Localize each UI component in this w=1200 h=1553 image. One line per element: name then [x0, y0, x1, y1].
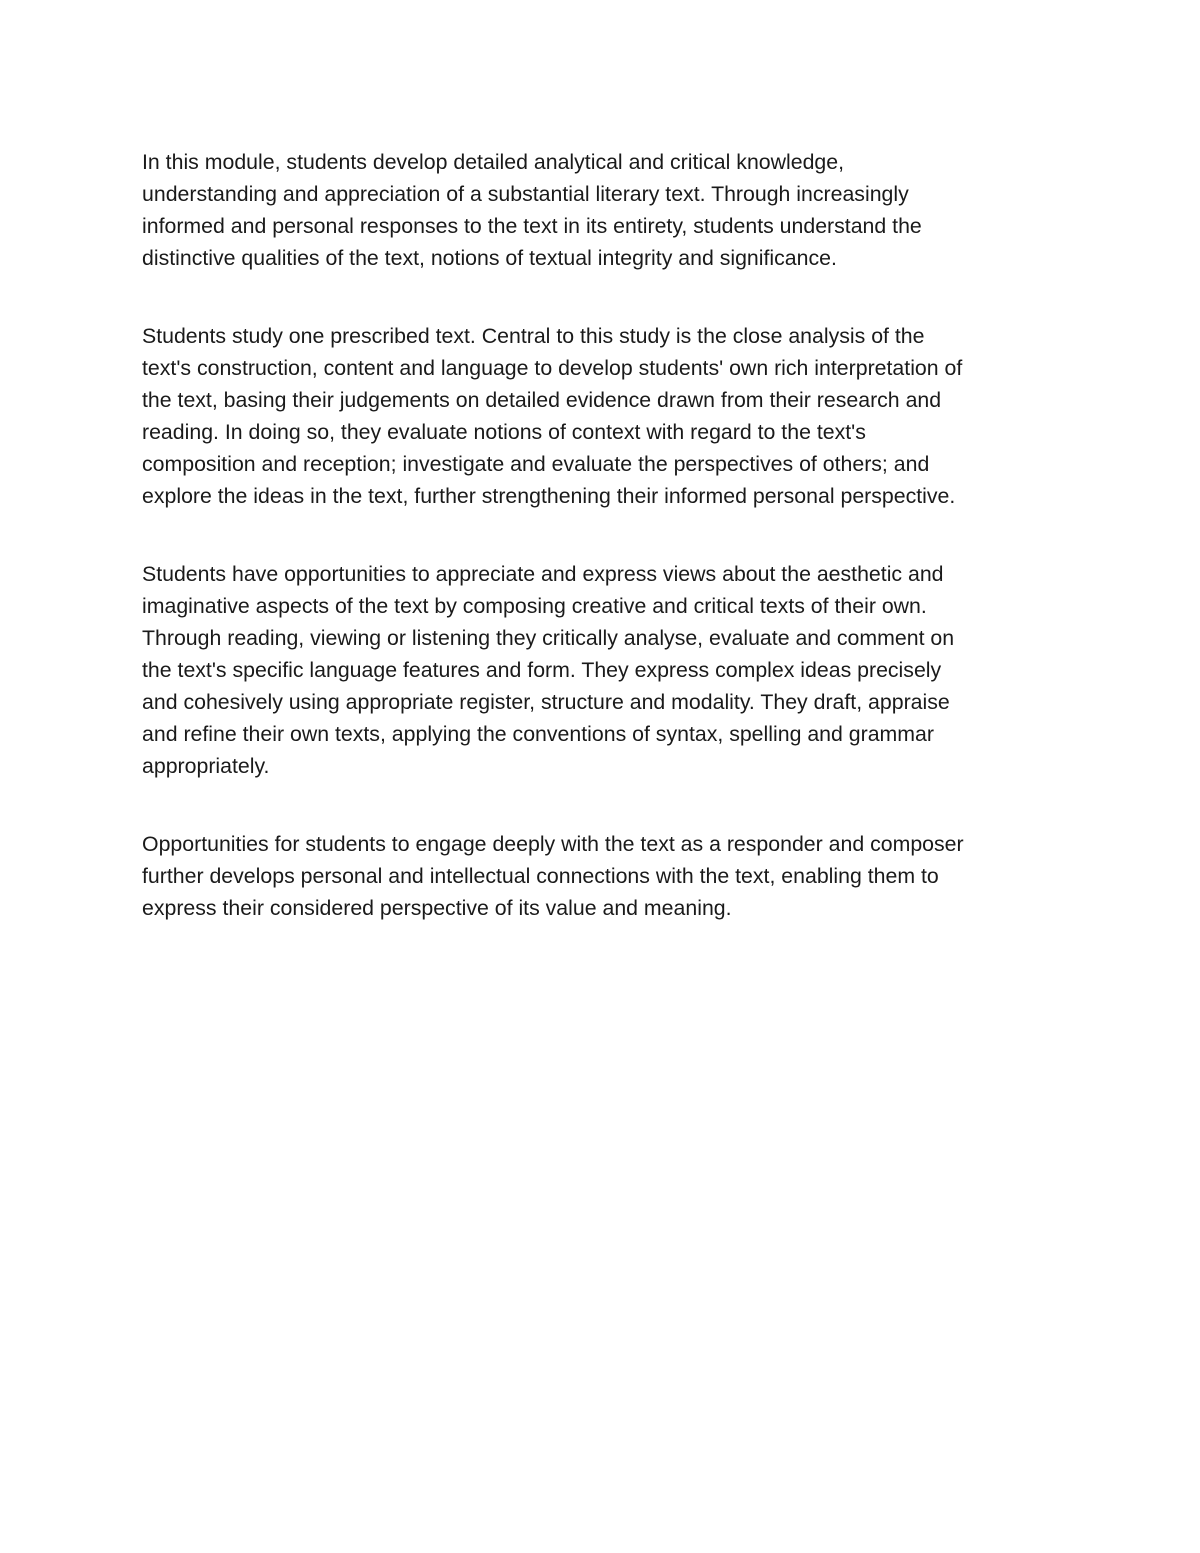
paragraph-line: the text's specific language features and form. They express complex ideas precisely — [142, 658, 942, 682]
paragraph-line: the text, basing their judgements on detailed evidence drawn from their research and — [142, 388, 942, 412]
paragraph-line: understanding and appreciation of a substantial literary text. Through increasingly — [142, 182, 909, 206]
paragraph-line: Opportunities for students to engage deeply with the text as a responder and composer — [142, 832, 964, 856]
paragraph-line: informed and personal responses to the text in its entirety, students understand the — [142, 214, 922, 238]
paragraph-line: composition and reception; investigate and evaluate the perspectives of others; and — [142, 452, 930, 476]
paragraph-line: further develops personal and intellectual connections with the text, enabling them to — [142, 864, 939, 888]
paragraph-line: and refine their own texts, applying the conventions of syntax, spelling and grammar — [142, 722, 934, 746]
paragraph-line: and cohesively using appropriate register, structure and modality. They draft, appraise — [142, 690, 950, 714]
paragraph-line: appropriately. — [142, 754, 270, 778]
paragraph-line: distinctive qualities of the text, notions of textual integrity and significance. — [142, 246, 837, 270]
paragraph-module-overview — [142, 146, 1062, 274]
paragraph-prescribed-text — [142, 320, 1062, 512]
paragraph-engage-deeply — [142, 828, 1062, 924]
paragraph-line: explore the ideas in the text, further strengthening their informed personal perspective. — [142, 484, 956, 508]
paragraph-line: text's construction, content and language to develop students' own rich interpretation of — [142, 356, 963, 380]
paragraph-line: imaginative aspects of the text by composing creative and critical texts of their own. — [142, 594, 927, 618]
paragraph-line: Through reading, viewing or listening they critically analyse, evaluate and comment on — [142, 626, 955, 650]
paragraph-line: Students have opportunities to appreciate and express views about the aesthetic and — [142, 562, 944, 586]
paragraph-line: express their considered perspective of its value and meaning. — [142, 896, 732, 920]
paragraph-line: reading. In doing so, they evaluate notions of context with regard to the text's — [142, 420, 866, 444]
paragraph-line: Students study one prescribed text. Central to this study is the close analysis of the — [142, 324, 925, 348]
paragraph-line: In this module, students develop detailed analytical and critical knowledge, — [142, 150, 845, 174]
document-body — [142, 146, 1062, 970]
paragraph-opportunities-express — [142, 558, 1062, 782]
